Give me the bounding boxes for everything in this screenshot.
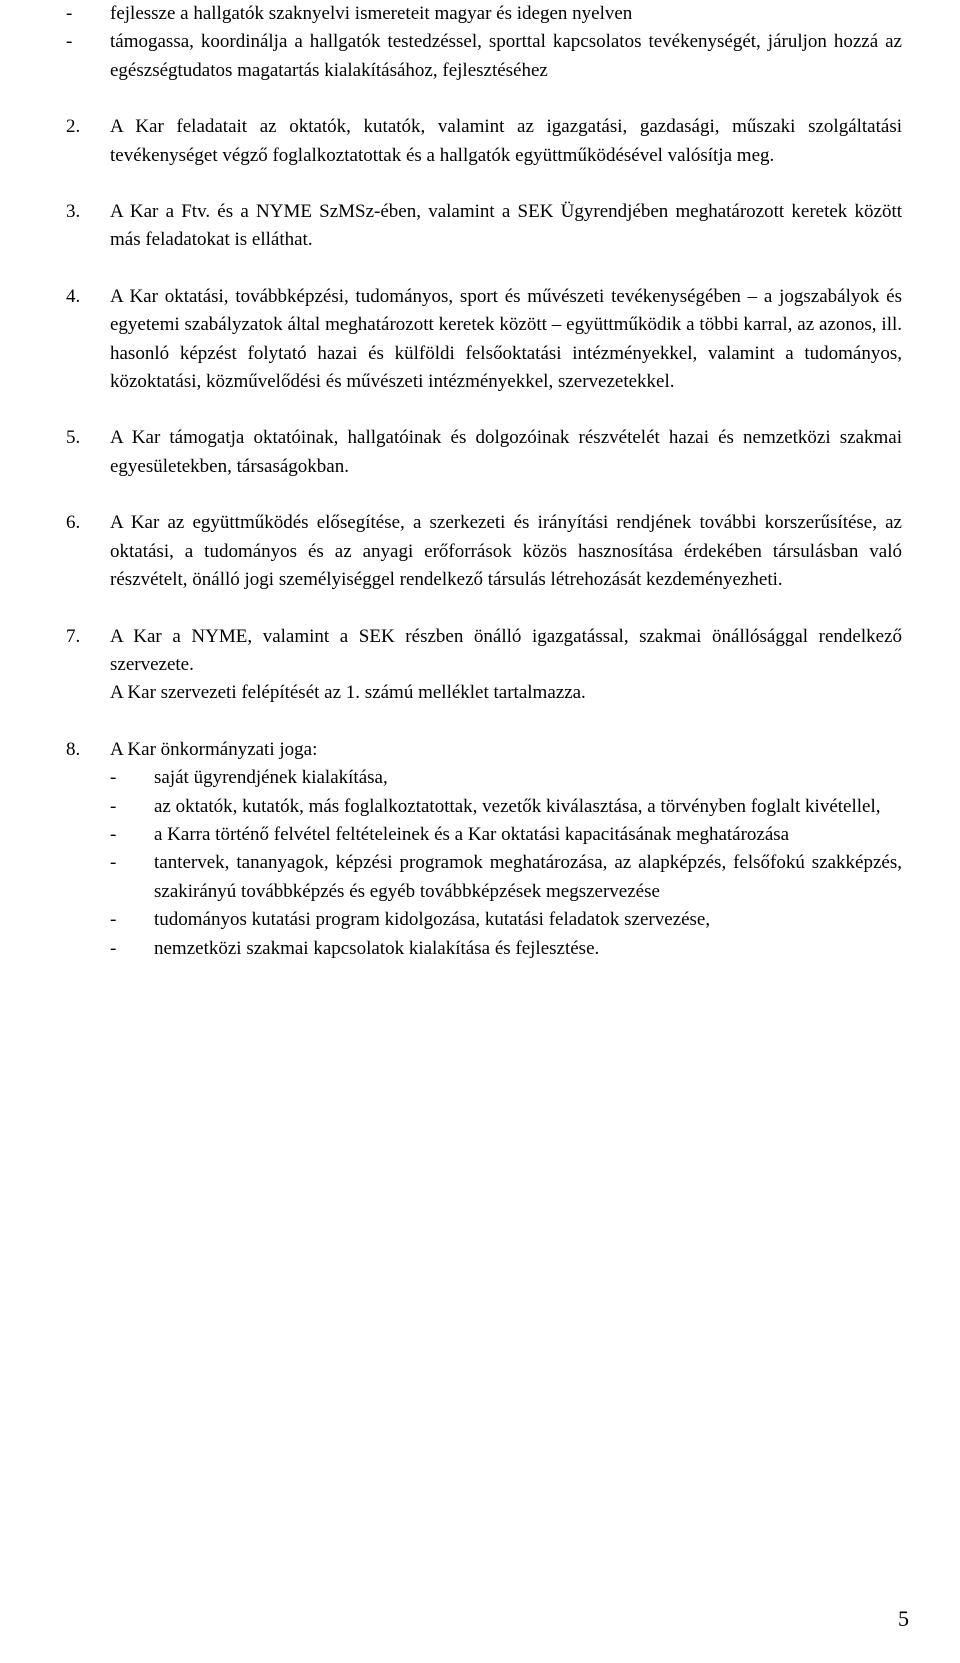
paragraph-text: A Kar támogatja oktatóinak, hallgatóinak és dolgozóinak részvételét hazai és nemzetközi szakmai egyesületekben, társaságokban. xyxy=(110,427,902,477)
paragraph-6 xyxy=(66,509,902,594)
rights-bullet-text: saját ügyrendjének kialakítása, xyxy=(154,767,388,789)
bullet-dash: - xyxy=(110,795,117,817)
intro-bullet-0 xyxy=(66,0,902,28)
paragraph-number: 7. xyxy=(66,625,81,647)
intro-bullet-list xyxy=(66,0,902,85)
paragraph-text: A Kar az együttműködés elősegítése, a szerkezeti és irányítási rendjének további korszerűsítése, az oktatási, a tudományos és az anyagi erőforrások közös hasznosítása érdekében társulásban való részvételt, önálló jogi személyiséggel rendelkező társulás létrehozását kezdeményezheti. xyxy=(110,512,902,591)
rights-bullet-5 xyxy=(110,935,902,963)
paragraph-number: 4. xyxy=(66,285,81,307)
paragraph-5 xyxy=(66,424,902,481)
rights-bullet-text: tudományos kutatási program kidolgozása, kutatási feladatok szervezése, xyxy=(154,909,711,931)
intro-bullet-text: támogassa, koordinálja a hallgatók testedzéssel, sporttal kapcsolatos tevékenységét, járuljon hozzá az egészségtudatos magatartás kialakításához, fejlesztéséhez xyxy=(110,31,902,81)
rights-bullet-text: nemzetközi szakmai kapcsolatok kialakítása és fejlesztése. xyxy=(154,937,600,959)
paragraph-number: 3. xyxy=(66,201,81,223)
paragraph-3 xyxy=(66,198,902,255)
bullet-dash: - xyxy=(66,3,73,24)
rights-bullet-4 xyxy=(110,906,902,934)
paragraph-number: 6. xyxy=(66,512,81,534)
paragraph-number: 5. xyxy=(66,427,81,449)
rights-bullet-0 xyxy=(110,764,902,792)
intro-bullet-1 xyxy=(66,28,902,85)
page-number: 5 xyxy=(898,1606,909,1631)
paragraph-text: A Kar feladatait az oktatók, kutatók, valamint az igazgatási, gazdasági, műszaki szolgáltatási tevékenységet végző foglalkoztatottak és a hallgatók együttműködésével valósítja meg. xyxy=(110,116,902,166)
bullet-dash: - xyxy=(110,823,117,845)
bullet-dash: - xyxy=(66,31,73,53)
rights-bullet-text: az oktatók, kutatók, más foglalkoztatottak, vezetők kiválasztása, a törvényben foglalt kivétellel, xyxy=(154,795,881,817)
bullet-dash: - xyxy=(110,909,117,931)
paragraph-8 xyxy=(66,736,902,963)
paragraph-2 xyxy=(66,113,902,170)
paragraph-7 xyxy=(66,623,902,708)
document-body xyxy=(66,0,902,963)
self-government-rights-list xyxy=(110,764,902,963)
rights-bullet-3 xyxy=(110,849,902,906)
rights-bullet-text: a Karra történő felvétel feltételeinek és a Kar oktatási kapacitásának meghatározása xyxy=(154,823,790,845)
paragraph-extra-text: A Kar szervezeti felépítését az 1. számú melléklet tartalmazza. xyxy=(110,682,586,704)
intro-bullet-text: fejlessze a hallgatók szaknyelvi ismereteit magyar és idegen nyelven xyxy=(110,3,633,24)
rights-bullet-2 xyxy=(110,821,902,849)
paragraph-text: A Kar önkormányzati joga: xyxy=(110,738,318,760)
paragraph-4 xyxy=(66,283,902,397)
bullet-dash: - xyxy=(110,767,117,789)
numbered-paragraph-list xyxy=(66,113,902,963)
rights-bullet-text: tantervek, tananyagok, képzési programok meghatározása, az alapképzés, felsőfokú szakképzés, szakirányú továbbképzés és egyéb továbbképzések megszervezése xyxy=(154,852,902,902)
rights-bullet-1 xyxy=(110,793,902,821)
paragraph-number: 2. xyxy=(66,116,81,138)
bullet-dash: - xyxy=(110,937,117,959)
paragraph-number: 8. xyxy=(66,738,81,760)
bullet-dash: - xyxy=(110,852,117,874)
paragraph-text: A Kar a Ftv. és a NYME SzMSz-ében, valamint a SEK Ügyrendjében meghatározott keretek között más feladatokat is elláthat. xyxy=(110,201,902,251)
paragraph-text: A Kar a NYME, valamint a SEK részben önálló igazgatással, szakmai önállósággal rendelkező szervezete. xyxy=(110,625,902,675)
paragraph-text: A Kar oktatási, továbbképzési, tudományos, sport és művészeti tevékenységében – a jogszabályok és egyetemi szabályzatok által meghatározott keretek között – együttműködik a többi karral, az azonos, ill. hasonló képzést folytató hazai és külföldi felsőoktatási intézményekkel, valamint a tudományos, közoktatási, közművelődési és művészeti intézményekkel, szervezetekkel. xyxy=(110,285,902,393)
